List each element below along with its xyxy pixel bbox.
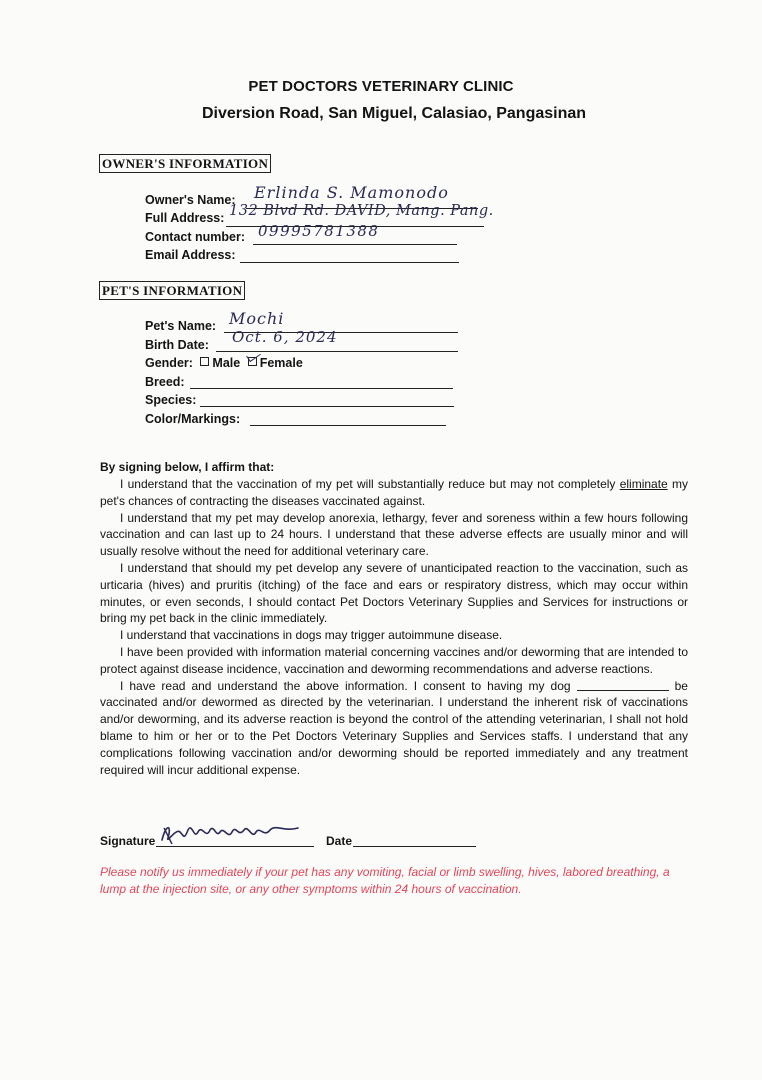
affirmation-paragraph: I have been provided with information material concerning vaccines and/or deworming that are intended to protect against disease incidence, vaccination and deworming recommendations and adverse reactions. [100, 644, 688, 676]
affirmation-paragraph: I understand that vaccinations in dogs may trigger autoimmune disease. [120, 628, 503, 643]
affirmation-paragraph [100, 476, 688, 510]
pet-color-field[interactable] [250, 410, 446, 426]
pet-breed-field[interactable] [190, 373, 453, 389]
notice-text: Please notify us immediately if your pet has any vomiting, facial or limb swelling, hives, labored breathing, a lump at the injection site, or any other symptoms within 24 hours of vaccination. [100, 865, 670, 896]
pet-breed-label: Breed: [145, 375, 185, 389]
affirm-p1-pre: I understand that the vaccination of my pet will substantially reduce but may not completely [120, 477, 620, 491]
pet-gender-row [145, 356, 303, 370]
pet-species-label: Species: [145, 393, 197, 407]
pet-name-label: Pet's Name: [145, 319, 217, 333]
pet-birth-value: Oct. 6, 2024 [232, 328, 338, 346]
affirmation-heading: By signing below, I affirm that: [100, 460, 275, 474]
owner-contact-value: 09995781388 [258, 222, 380, 240]
affirmation-paragraph [100, 678, 688, 779]
owner-contact-label: Contact number: [145, 230, 245, 244]
owner-email-label: Email Address: [145, 248, 236, 262]
date-label: Date [326, 834, 353, 848]
pet-species-field[interactable] [200, 391, 454, 407]
gender-male-checkbox[interactable] [200, 357, 209, 366]
signature-label: Signature [100, 834, 156, 848]
affirm-p6-pre: I have read and understand the above information. I consent to having my dog [120, 678, 577, 693]
affirmation-body [100, 476, 688, 778]
owner-name-value: Erlinda S. Mamonodo [254, 183, 449, 202]
owner-email-field[interactable] [240, 247, 459, 263]
clinic-name: PET DOCTORS VETERINARY CLINIC [248, 78, 514, 95]
pet-birth-label: Birth Date: [145, 338, 209, 352]
dog-name-blank[interactable] [577, 679, 669, 691]
date-field[interactable] [353, 831, 476, 847]
pet-color-label: Color/Markings: [145, 412, 241, 426]
affirm-p6-post: be vaccinated and/or dewormed as directed by the veterinarian. I understand the inherent risk of vaccinations and/or deworming, and its adverse reaction is beyond the control of the attending veterinarian, I shall not hold blame to him or her or to the Pet Doctors Veterinary Supplies and Services staffs. I understand that any complications following vaccination and/or deworming should be reported immediately and any treatment required will incur additional expense. [100, 678, 688, 777]
owner-name-label: Owner's Name: [145, 193, 236, 207]
pet-section-heading: PET'S INFORMATION [99, 281, 245, 300]
gender-female-checkbox[interactable] [248, 357, 257, 366]
gender-male-label: Male [212, 356, 241, 370]
pet-name-value: Mochi [229, 309, 285, 328]
owner-section-heading: OWNER'S INFORMATION [99, 154, 271, 173]
handwritten-signature [158, 818, 308, 848]
owner-address-value: 132 Blvd Rd. DAVID, Mang. Pang. [229, 203, 494, 219]
gender-female-label: Female [259, 356, 303, 370]
clinic-address: Diversion Road, San Miguel, Calasiao, Pangasinan [201, 105, 587, 122]
affirmation-paragraph: I understand that should my pet develop any severe of unanticipated reaction to the vaccination, such as urticaria (hives) and pruritis (itching) of the face and ears or respiratory distress, which may occur within minutes, or even seconds, I should contact Pet Doctors Veterinary Supplies and Services for instructions or bring my pet back in the clinic immediately. [100, 560, 688, 626]
owner-address-label: Full Address: [145, 211, 225, 225]
affirm-p1-post: my pet's chances of contracting the diseases vaccinated against. [100, 477, 688, 508]
pet-gender-label: Gender: [145, 356, 193, 370]
affirm-p1-underlined: eliminate [619, 477, 668, 491]
affirmation-paragraph: I understand that my pet may develop anorexia, lethargy, fever and soreness within a few hours following vaccination and can last up to 24 hours. I understand that these adverse effects are usually minor and will usually resolve without the need for additional veterinary care. [100, 510, 688, 559]
